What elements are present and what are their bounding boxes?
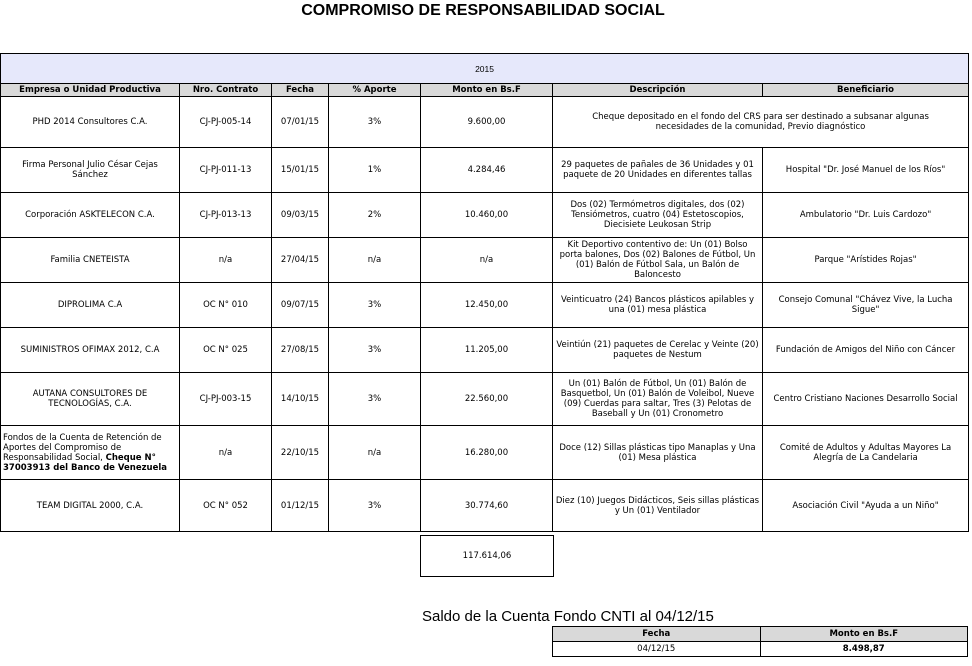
table-row — [1, 373, 969, 426]
header-empresa: Empresa o Unidad Productiva — [1, 84, 180, 97]
cell-contrato: CJ-PJ-005-14 — [180, 97, 272, 148]
table-row — [1, 238, 969, 283]
cell-contrato: CJ-PJ-003-15 — [180, 373, 272, 426]
cell-beneficiario: Ambulatorio "Dr. Luis Cardozo" — [763, 193, 969, 238]
year-row — [1, 54, 969, 84]
cell-aporte: 3% — [329, 97, 421, 148]
cell-descripcion: Un (01) Balón de Fútbol, Un (01) Balón de Basquetbol, Un (01) Balón de Voleibol, Nueve (09) Cuerdas para saltar, Tres (3) Pelotas de Baseball y Un (01) Cronometro — [553, 373, 763, 426]
cell-descripcion: Veinticuatro (24) Bancos plásticos apilables y una (01) mesa plástica — [553, 283, 763, 328]
cell-empresa — [1, 426, 180, 480]
header-beneficiario: Beneficiario — [763, 84, 969, 97]
cell-descripcion: Kit Deportivo contentivo de: Un (01) Bolso porta balones, Dos (02) Balones de Fútbol, Un (01) Balón de Fútbol Sala, un Balón de Baloncesto — [553, 238, 763, 283]
table-row — [1, 283, 969, 328]
cell-fecha: 09/03/15 — [272, 193, 329, 238]
cell-empresa: Firma Personal Julio César Cejas Sánchez — [1, 148, 180, 193]
cell-fecha: 09/07/15 — [272, 283, 329, 328]
cell-contrato: CJ-PJ-013-13 — [180, 193, 272, 238]
contributions-table — [0, 53, 969, 532]
cell-empresa: Corporación ASKTELECON C.A. — [1, 193, 180, 238]
cell-descripcion: Dos (02) Termómetros digitales, dos (02) Tensiómetros, cuatro (04) Estetoscopios, Diecisiete Leukosan Strip — [553, 193, 763, 238]
cell-monto: 12.450,00 — [421, 283, 553, 328]
table-row — [1, 426, 969, 480]
cell-aporte: 3% — [329, 328, 421, 373]
year-label: 2015 — [1, 54, 969, 84]
cell-descripcion: Diez (10) Juegos Didácticos, Seis sillas plásticas y Un (01) Ventilador — [553, 480, 763, 532]
cell-fecha: 22/10/15 — [272, 426, 329, 480]
cheque-reference: Cheque N° 37003913 del Banco de Venezuela — [3, 452, 168, 473]
cell-beneficiario: Hospital "Dr. José Manuel de los Ríos" — [763, 148, 969, 193]
cell-aporte: n/a — [329, 238, 421, 283]
cell-empresa: PHD 2014 Consultores C.A. — [1, 97, 180, 148]
cell-empresa: DIPROLIMA C.A — [1, 283, 180, 328]
cell-monto: n/a — [421, 238, 553, 283]
header-row — [1, 84, 969, 97]
saldo-header-monto: Monto en Bs.F — [760, 627, 968, 642]
saldo-monto: 8.498,87 — [760, 642, 968, 657]
saldo-fecha: 04/12/15 — [553, 642, 761, 657]
cell-contrato: n/a — [180, 238, 272, 283]
cell-contrato: OC N° 010 — [180, 283, 272, 328]
total-amount: 117.614,06 — [421, 536, 554, 577]
cell-beneficiario: Comité de Adultos y Adultas Mayores La Alegría de La Candelaria — [763, 426, 969, 480]
header-monto: Monto en Bs.F — [421, 84, 553, 97]
cell-contrato: OC N° 025 — [180, 328, 272, 373]
cell-aporte: 2% — [329, 193, 421, 238]
cell-aporte: 1% — [329, 148, 421, 193]
cell-beneficiario: Parque "Arístides Rojas" — [763, 238, 969, 283]
cell-contrato: CJ-PJ-011-13 — [180, 148, 272, 193]
saldo-title: Saldo de la Cuenta Fondo CNTI al 04/12/15 — [422, 608, 714, 625]
cell-monto: 16.280,00 — [421, 426, 553, 480]
total-box — [420, 535, 554, 577]
cell-aporte: 3% — [329, 480, 421, 532]
cell-fecha: 07/01/15 — [272, 97, 329, 148]
cell-fecha: 01/12/15 — [272, 480, 329, 532]
cell-descripcion: Veintiún (21) paquetes de Cerelac y Veinte (20) paquetes de Nestum — [553, 328, 763, 373]
cell-fecha: 27/08/15 — [272, 328, 329, 373]
empresa-text: Fondos de la Cuenta de Retención de Aportes del Compromiso de Responsabilidad Social, — [3, 432, 162, 463]
saldo-header-fecha: Fecha — [553, 627, 761, 642]
cell-fecha: 15/01/15 — [272, 148, 329, 193]
cell-empresa: TEAM DIGITAL 2000, C.A. — [1, 480, 180, 532]
cell-aporte: n/a — [329, 426, 421, 480]
cell-monto: 22.560,00 — [421, 373, 553, 426]
cell-beneficiario: Asociación Civil "Ayuda a un Niño" — [763, 480, 969, 532]
cell-monto: 9.600,00 — [421, 97, 553, 148]
cell-contrato: n/a — [180, 426, 272, 480]
cell-empresa: Familia CNETEISTA — [1, 238, 180, 283]
cell-monto: 4.284,46 — [421, 148, 553, 193]
cell-descripcion: Cheque depositado en el fondo del CRS para ser destinado a subsanar algunas necesidades de la comunidad, Previo diagnóstico — [553, 97, 969, 148]
cell-empresa: AUTANA CONSULTORES DE TECNOLOGÍAS, C.A. — [1, 373, 180, 426]
page-title: COMPROMISO DE RESPONSABILIDAD SOCIAL — [301, 2, 665, 19]
header-aporte: % Aporte — [329, 84, 421, 97]
cell-monto: 11.205,00 — [421, 328, 553, 373]
header-contrato: Nro. Contrato — [180, 84, 272, 97]
cell-fecha: 27/04/15 — [272, 238, 329, 283]
table-row — [1, 480, 969, 532]
cell-beneficiario: Centro Cristiano Naciones Desarrollo Social — [763, 373, 969, 426]
saldo-table — [552, 626, 968, 657]
cell-descripcion: 29 paquetes de pañales de 36 Unidades y 01 paquete de 20 Unidades en diferentes tallas — [553, 148, 763, 193]
cell-beneficiario: Consejo Comunal "Chávez Vive, la Lucha Sigue" — [763, 283, 969, 328]
cell-aporte: 3% — [329, 283, 421, 328]
table-row — [1, 328, 969, 373]
cell-aporte: 3% — [329, 373, 421, 426]
cell-monto: 30.774,60 — [421, 480, 553, 532]
cell-empresa: SUMINISTROS OFIMAX 2012, C.A — [1, 328, 180, 373]
cell-beneficiario: Fundación de Amigos del Niño con Cáncer — [763, 328, 969, 373]
table-row — [1, 193, 969, 238]
header-descripcion: Descripción — [553, 84, 763, 97]
cell-fecha: 14/10/15 — [272, 373, 329, 426]
table-row — [1, 148, 969, 193]
cell-contrato: OC N° 052 — [180, 480, 272, 532]
table-row — [1, 97, 969, 148]
header-fecha: Fecha — [272, 84, 329, 97]
cell-monto: 10.460,00 — [421, 193, 553, 238]
cell-descripcion: Doce (12) Sillas plásticas tipo Manaplas y Una (01) Mesa plástica — [553, 426, 763, 480]
